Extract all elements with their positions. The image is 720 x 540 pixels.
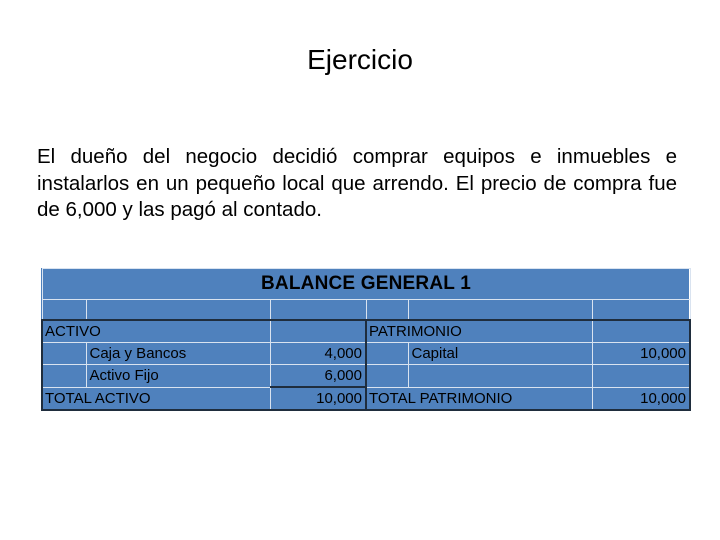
slide-title: Ejercicio — [307, 44, 413, 75]
activo-item-label: Activo Fijo — [86, 365, 270, 388]
indent-cell — [366, 343, 408, 365]
patrimonio-item-value: 10,000 — [592, 343, 690, 365]
empty-cell — [592, 320, 690, 343]
indent-cell — [42, 343, 86, 365]
empty-cell — [42, 300, 86, 321]
balance-title: BALANCE GENERAL 1 — [42, 269, 690, 300]
balance-row — [42, 365, 690, 388]
activo-item-value: 4,000 — [270, 343, 366, 365]
balance-grid — [41, 268, 691, 411]
indent-cell — [366, 365, 408, 388]
total-patrimonio-label: TOTAL PATRIMONIO — [366, 387, 592, 410]
patrimonio-header: PATRIMONIO — [366, 320, 592, 343]
activo-item-value: 6,000 — [270, 365, 366, 388]
total-activo-label: TOTAL ACTIVO — [42, 387, 270, 410]
activo-item-label: Caja y Bancos — [86, 343, 270, 365]
empty-cell — [592, 300, 690, 321]
total-patrimonio-value: 10,000 — [592, 387, 690, 410]
balance-sheet-table — [41, 268, 689, 410]
indent-cell — [42, 365, 86, 388]
empty-cell — [270, 300, 366, 321]
empty-cell — [408, 300, 592, 321]
patrimonio-item-label: Capital — [408, 343, 592, 365]
balance-row — [42, 343, 690, 365]
activo-header: ACTIVO — [42, 320, 270, 343]
section-header-row — [42, 320, 690, 343]
patrimonio-item-label — [408, 365, 592, 388]
exercise-description: El dueño del negocio decidió comprar equipos e inmuebles e instalarlos en un pequeño local que arrendo. El precio de compra fue de 6,000 y las pagó al contado. — [37, 145, 677, 221]
totals-row — [42, 387, 690, 410]
empty-cell — [270, 320, 366, 343]
empty-cell — [86, 300, 270, 321]
balance-title-row — [42, 269, 690, 300]
empty-cell — [366, 300, 408, 321]
spacer-row — [42, 300, 690, 321]
total-activo-value: 10,000 — [270, 387, 366, 410]
patrimonio-item-value — [592, 365, 690, 388]
